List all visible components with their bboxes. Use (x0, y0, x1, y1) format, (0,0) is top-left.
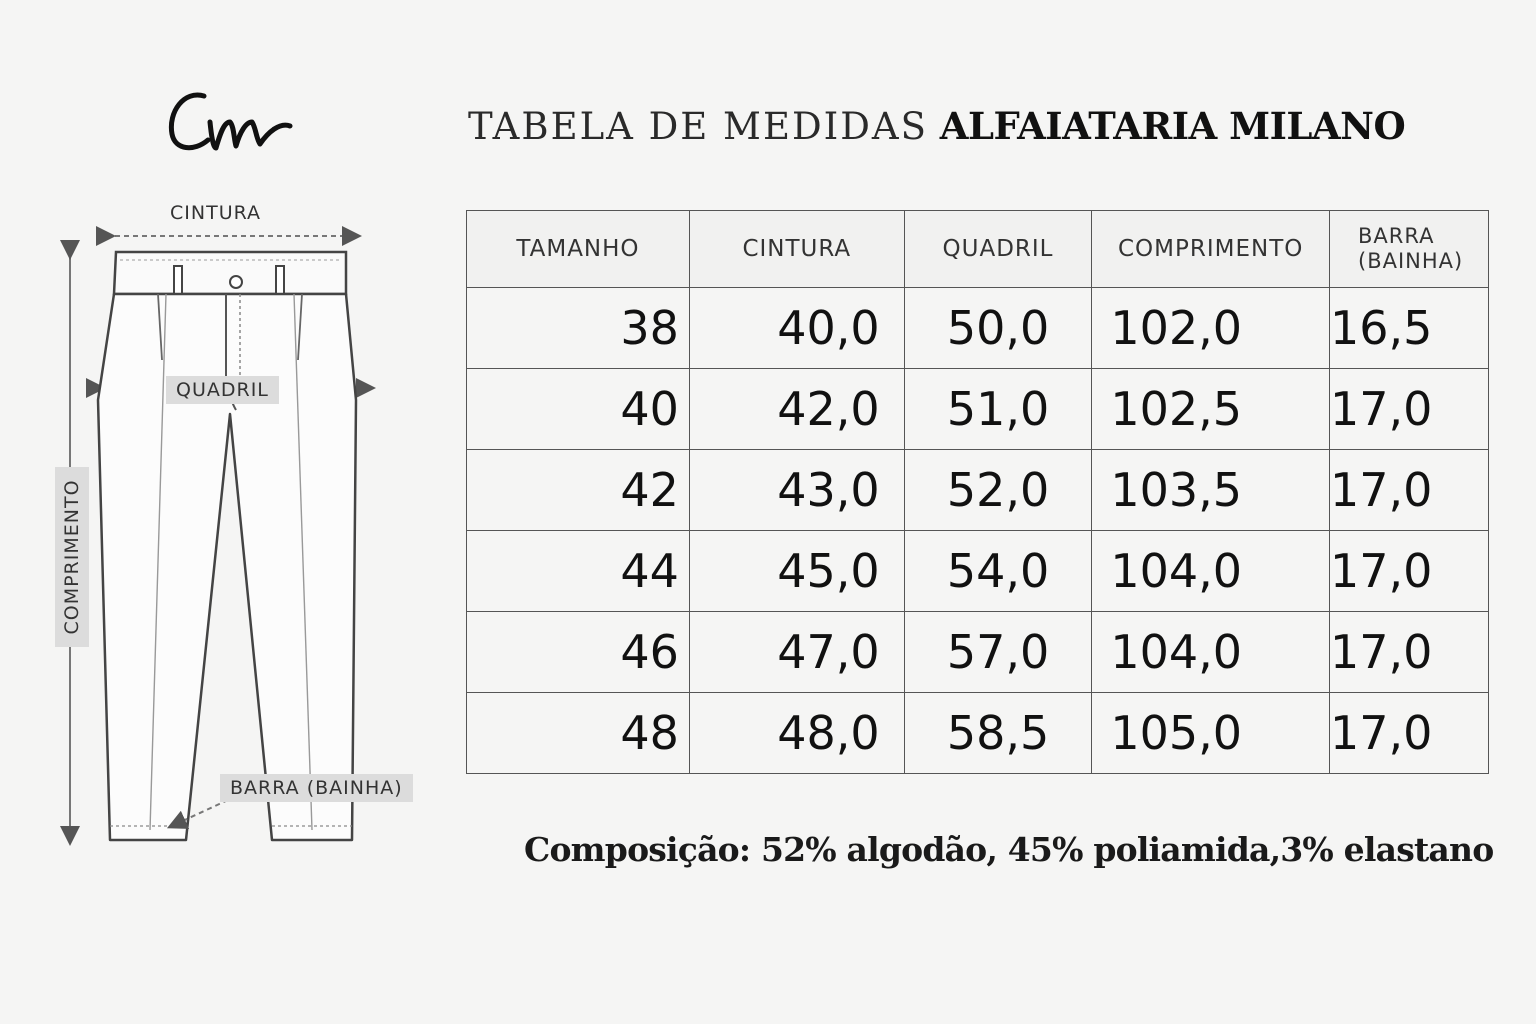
cell-tamanho: 48 (467, 693, 690, 774)
cell-barra: 17,0 (1330, 693, 1489, 774)
cell-comprimento: 105,0 (1092, 693, 1330, 774)
cell-quadril: 57,0 (904, 612, 1092, 693)
cell-quadril: 58,5 (904, 693, 1092, 774)
quadril-label: QUADRIL (166, 376, 279, 404)
cell-barra: 16,5 (1330, 288, 1489, 369)
header-cintura: CINTURA (689, 211, 904, 288)
table-row (467, 693, 1489, 774)
table-row (467, 450, 1489, 531)
size-table (466, 210, 1489, 774)
title-part2: ALFAIATARIA MILANO (939, 104, 1406, 148)
trousers-icon (40, 190, 460, 870)
cell-cintura: 47,0 (689, 612, 904, 693)
comprimento-label: COMPRIMENTO (55, 467, 89, 647)
composition-note: Composição: 52% algodão, 45% poliamida,3% elastano (524, 830, 1494, 869)
cell-quadril: 54,0 (904, 531, 1092, 612)
cintura-label: CINTURA (170, 202, 262, 224)
cell-comprimento: 102,0 (1092, 288, 1330, 369)
cell-tamanho: 42 (467, 450, 690, 531)
cell-quadril: 51,0 (904, 369, 1092, 450)
cell-barra: 17,0 (1330, 450, 1489, 531)
cell-comprimento: 103,5 (1092, 450, 1330, 531)
cell-cintura: 48,0 (689, 693, 904, 774)
header-tamanho: TAMANHO (467, 211, 690, 288)
cell-quadril: 52,0 (904, 450, 1092, 531)
table-header-row (467, 211, 1489, 288)
brand-logo (164, 82, 304, 166)
cell-tamanho: 46 (467, 612, 690, 693)
header-comprimento: COMPRIMENTO (1092, 211, 1330, 288)
table-row (467, 531, 1489, 612)
table-row (467, 288, 1489, 369)
cell-tamanho: 40 (467, 369, 690, 450)
cell-cintura: 43,0 (689, 450, 904, 531)
table-row (467, 612, 1489, 693)
page-title (468, 104, 1405, 148)
cell-tamanho: 44 (467, 531, 690, 612)
cell-barra: 17,0 (1330, 369, 1489, 450)
cell-comprimento: 104,0 (1092, 531, 1330, 612)
cell-cintura: 42,0 (689, 369, 904, 450)
cell-tamanho: 38 (467, 288, 690, 369)
cell-barra: 17,0 (1330, 612, 1489, 693)
header-barra (1330, 211, 1489, 288)
cell-cintura: 40,0 (689, 288, 904, 369)
header-barra-line1: BARRA (1358, 223, 1435, 248)
trousers-diagram (40, 190, 460, 870)
table-row (467, 369, 1489, 450)
barra-label: BARRA (BAINHA) (220, 774, 413, 802)
header-quadril: QUADRIL (904, 211, 1092, 288)
cell-comprimento: 102,5 (1092, 369, 1330, 450)
cell-barra: 17,0 (1330, 531, 1489, 612)
title-part1: TABELA DE MEDIDAS (468, 105, 928, 148)
cell-comprimento: 104,0 (1092, 612, 1330, 693)
cell-cintura: 45,0 (689, 531, 904, 612)
header-barra-line2: (BAINHA) (1358, 249, 1464, 273)
cell-quadril: 50,0 (904, 288, 1092, 369)
